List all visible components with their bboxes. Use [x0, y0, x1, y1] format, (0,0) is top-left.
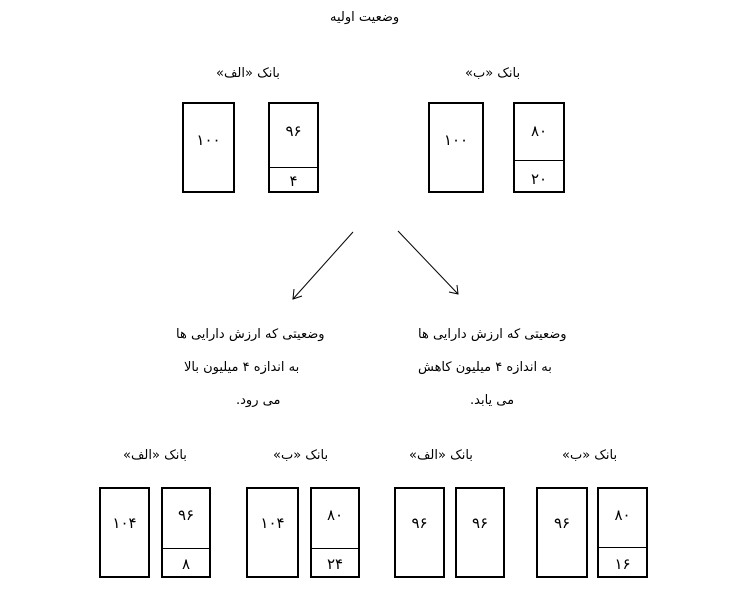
up-bank-be-assets-value: ۱۰۴	[260, 514, 285, 532]
up-bank-be-label: بانک «ب»	[273, 448, 329, 463]
up-bank-alef-equity-value: ۸	[181, 555, 191, 573]
down-bank-alef-assets-box	[394, 487, 445, 578]
bank-alef-equity-value: ۴	[289, 172, 298, 190]
scenario-up-line3: می رود.	[236, 393, 281, 408]
arrow-left	[293, 232, 353, 299]
down-bank-be-liabilities-value: ۸۰	[614, 506, 631, 524]
up-bank-be-assets-box	[246, 487, 299, 578]
bank-alef-assets-value: ۱۰۰	[196, 131, 221, 149]
scenario-down-line3: می یابد.	[470, 393, 515, 408]
down-bank-alef-assets-value: ۹۶	[411, 514, 428, 532]
down-bank-be-divider	[599, 547, 646, 548]
up-bank-alef-liabilities-box	[161, 487, 211, 578]
up-bank-alef-assets-box	[99, 487, 150, 578]
down-bank-be-assets-value: ۹۶	[553, 514, 571, 532]
up-bank-be-liabilities-value: ۸۰	[326, 506, 344, 524]
down-bank-alef-liabilities-value: ۹۶	[471, 514, 489, 532]
up-bank-be-liabilities-box	[310, 487, 360, 578]
down-bank-alef-label: بانک «الف»	[409, 448, 473, 463]
bank-be-assets-value: ۱۰۰	[443, 131, 469, 149]
down-bank-be-assets-box	[536, 487, 588, 578]
down-bank-be-equity-value: ۱۶	[614, 555, 631, 573]
up-bank-be-equity-value: ۲۴	[326, 555, 344, 573]
up-bank-alef-label: بانک «الف»	[123, 448, 187, 463]
up-bank-alef-liabilities-value: ۹۶	[177, 506, 195, 524]
scenario-down-line1: وضعیتی که ارزش دارایی ها	[418, 327, 567, 342]
bank-be-liabilities-value: ۸۰	[530, 122, 548, 140]
scenario-up-line1: وضعیتی که ارزش دارایی ها	[176, 327, 325, 342]
diagram-title: وضعیت اولیه	[330, 10, 400, 25]
bank-be-label: بانک «ب»	[465, 66, 521, 81]
scenario-down-line2: به اندازه ۴ میلیون کاهش	[418, 360, 552, 375]
down-bank-be-label: بانک «ب»	[562, 448, 618, 463]
arrow-right	[398, 231, 458, 294]
down-bank-be-liabilities-box	[597, 487, 648, 578]
scenario-up-line2: به اندازه ۴ میلیون بالا	[184, 360, 300, 375]
bank-alef-label: بانک «الف»	[216, 66, 280, 81]
down-bank-alef-liabilities-box	[455, 487, 505, 578]
bank-alef-liabilities-value: ۹۶	[285, 122, 302, 140]
up-bank-alef-assets-value: ۱۰۴	[112, 514, 137, 532]
bank-be-equity-value: ۲۰	[530, 170, 548, 188]
up-bank-alef-divider	[163, 548, 209, 549]
up-bank-be-divider	[312, 548, 358, 549]
